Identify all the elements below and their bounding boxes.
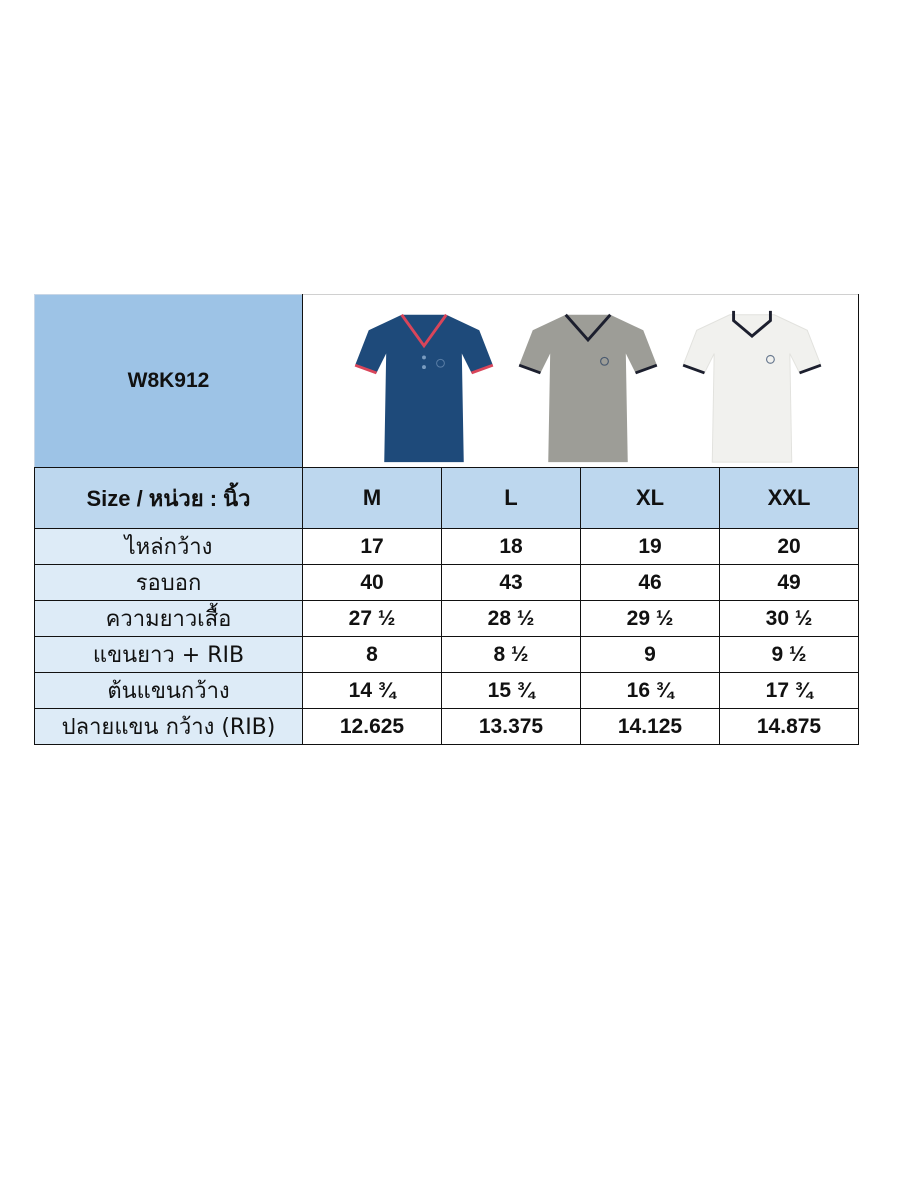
cell-value: 14.125 bbox=[581, 709, 720, 745]
cell-value: 30 ½ bbox=[720, 601, 859, 637]
table-row bbox=[35, 529, 859, 565]
cell-value: 15 ¾ bbox=[442, 673, 581, 709]
table-row bbox=[35, 637, 859, 673]
cell-value: 18 bbox=[442, 529, 581, 565]
cell-value: 43 bbox=[442, 565, 581, 601]
row-label: รอบอก bbox=[35, 565, 303, 601]
row-label: ปลายแขน กว้าง (RIB) bbox=[35, 709, 303, 745]
size-unit-label: Size / หน่วย : นิ้ว bbox=[35, 468, 303, 529]
table-row bbox=[35, 673, 859, 709]
navy-polo-image bbox=[351, 307, 497, 467]
cell-value: 29 ½ bbox=[581, 601, 720, 637]
row-label: ต้นแขนกว้าง bbox=[35, 673, 303, 709]
cell-value: 27 ½ bbox=[303, 601, 442, 637]
cell-value: 14.875 bbox=[720, 709, 859, 745]
product-code: W8K912 bbox=[35, 295, 303, 468]
cell-value: 13.375 bbox=[442, 709, 581, 745]
size-chart bbox=[34, 294, 859, 745]
cell-value: 17 bbox=[303, 529, 442, 565]
size-header-l: L bbox=[442, 468, 581, 529]
product-row bbox=[35, 295, 859, 468]
row-label: ไหล่กว้าง bbox=[35, 529, 303, 565]
cell-value: 8 ½ bbox=[442, 637, 581, 673]
size-table bbox=[34, 294, 859, 745]
row-label: ความยาวเสื้อ bbox=[35, 601, 303, 637]
white-polo-image bbox=[679, 307, 825, 467]
size-header-xxl: XXL bbox=[720, 468, 859, 529]
cell-value: 14 ¾ bbox=[303, 673, 442, 709]
cell-value: 17 ¾ bbox=[720, 673, 859, 709]
cell-value: 9 bbox=[581, 637, 720, 673]
cell-value: 40 bbox=[303, 565, 442, 601]
cell-value: 16 ¾ bbox=[581, 673, 720, 709]
row-label: แขนยาว + RIB bbox=[35, 637, 303, 673]
size-header-m: M bbox=[303, 468, 442, 529]
cell-value: 28 ½ bbox=[442, 601, 581, 637]
cell-value: 46 bbox=[581, 565, 720, 601]
grey-polo-image bbox=[515, 307, 661, 467]
cell-value: 19 bbox=[581, 529, 720, 565]
product-image-cell bbox=[303, 295, 859, 468]
cell-value: 49 bbox=[720, 565, 859, 601]
cell-value: 8 bbox=[303, 637, 442, 673]
cell-value: 20 bbox=[720, 529, 859, 565]
size-header-xl: XL bbox=[581, 468, 720, 529]
table-row bbox=[35, 565, 859, 601]
cell-value: 12.625 bbox=[303, 709, 442, 745]
table-row bbox=[35, 709, 859, 745]
table-row bbox=[35, 601, 859, 637]
cell-value: 9 ½ bbox=[720, 637, 859, 673]
size-header-row bbox=[35, 468, 859, 529]
